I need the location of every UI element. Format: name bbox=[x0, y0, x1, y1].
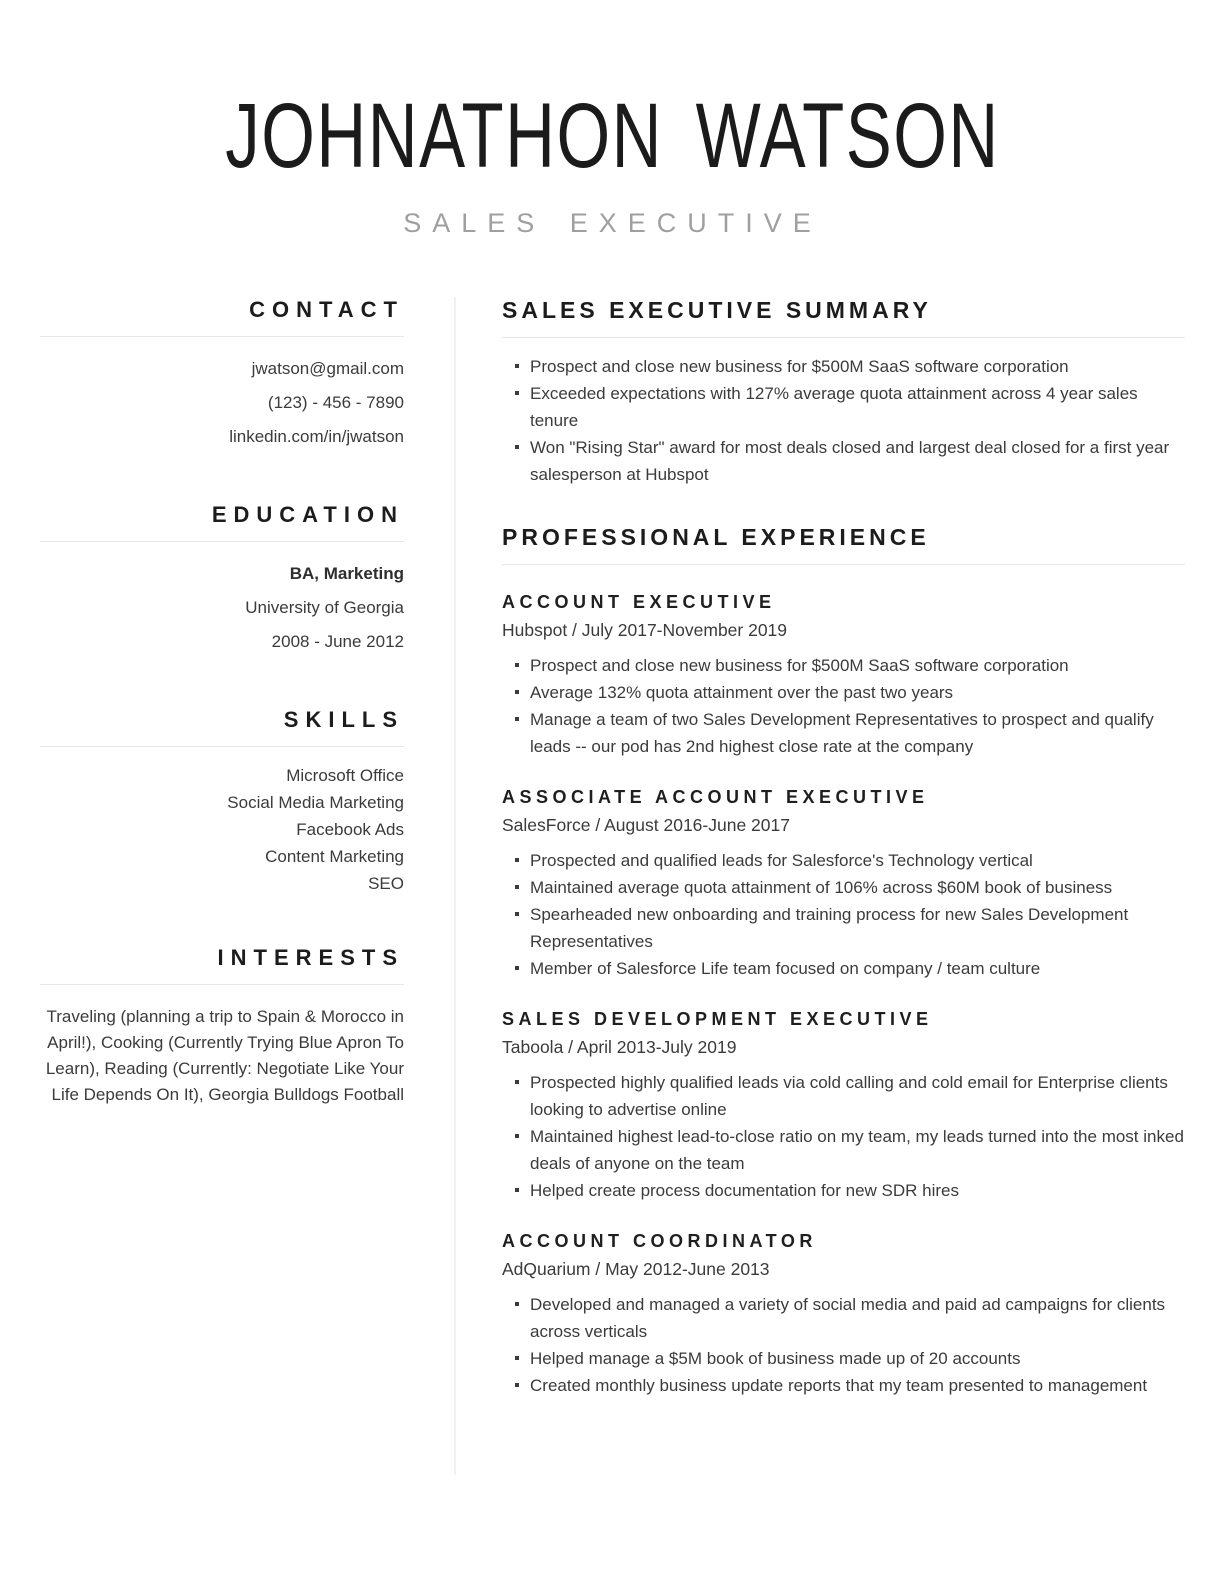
section-interests bbox=[40, 945, 404, 1108]
job-company-dates: AdQuarium / May 2012-June 2013 bbox=[502, 1259, 770, 1279]
resume-header bbox=[40, 0, 1185, 239]
resume-job-title: SALES EXECUTIVE bbox=[403, 208, 822, 238]
job-bullet-list bbox=[502, 1291, 1185, 1399]
bullet-item: Prospect and close new business for $500M SaaS software corporation bbox=[502, 652, 1185, 679]
skills-rule bbox=[40, 746, 404, 747]
bullet-item: Exceeded expectations with 127% average quota attainment across 4 year sales tenure bbox=[502, 380, 1185, 434]
skill-item: Content Marketing bbox=[265, 847, 404, 866]
bullet-item: Created monthly business update reports that my team presented to management bbox=[502, 1372, 1185, 1399]
job-bullet-list bbox=[502, 652, 1185, 760]
contact-linkedin: linkedin.com/in/jwatson bbox=[229, 427, 404, 446]
education-heading: EDUCATION bbox=[211, 502, 404, 527]
interests-heading: INTERESTS bbox=[217, 945, 404, 970]
job-entry bbox=[502, 592, 1185, 760]
bullet-item: Maintained average quota attainment of 106% across $60M book of business bbox=[502, 874, 1185, 901]
job-title: SALES DEVELOPMENT EXECUTIVE bbox=[502, 1009, 933, 1029]
bullet-item: Member of Salesforce Life team focused on company / team culture bbox=[502, 955, 1185, 982]
section-education bbox=[40, 502, 404, 659]
sidebar bbox=[40, 297, 456, 1475]
bullet-item: Won "Rising Star" award for most deals closed and largest deal closed for a first year salesperson at Hubspot bbox=[502, 434, 1185, 488]
bullet-item: Developed and managed a variety of social media and paid ad campaigns for clients across verticals bbox=[502, 1291, 1185, 1345]
interests-rule bbox=[40, 984, 404, 985]
interests-text: Traveling (planning a trip to Spain & Morocco in April!), Cooking (Currently Trying Blue Apron To Learn), Reading (Currently: Negotiate Like Your Life Depends On It), Georgia Bulldogs Football bbox=[45, 1007, 404, 1104]
education-dates: 2008 - June 2012 bbox=[271, 632, 404, 651]
resume-name: JOHNATHON WATSON bbox=[225, 85, 1000, 187]
contact-heading: CONTACT bbox=[249, 297, 404, 322]
bullet-item: Prospect and close new business for $500M SaaS software corporation bbox=[502, 353, 1185, 380]
experience-heading: PROFESSIONAL EXPERIENCE bbox=[502, 524, 930, 550]
job-bullet-list bbox=[502, 847, 1185, 982]
contact-email: jwatson@gmail.com bbox=[251, 359, 404, 378]
summary-heading: SALES EXECUTIVE SUMMARY bbox=[502, 297, 932, 323]
job-entry bbox=[502, 787, 1185, 982]
section-experience bbox=[502, 524, 1185, 1399]
section-contact bbox=[40, 297, 404, 454]
skill-item: Social Media Marketing bbox=[227, 793, 404, 812]
job-company-dates: SalesForce / August 2016-June 2017 bbox=[502, 815, 790, 835]
contact-phone: (123) - 456 - 7890 bbox=[267, 393, 404, 412]
summary-bullet-list bbox=[502, 353, 1185, 488]
job-company-dates: Taboola / April 2013-July 2019 bbox=[502, 1037, 737, 1057]
bullet-item: Average 132% quota attainment over the past two years bbox=[502, 679, 1185, 706]
job-title: ACCOUNT COORDINATOR bbox=[502, 1231, 817, 1251]
education-school: University of Georgia bbox=[245, 598, 404, 617]
main-column bbox=[456, 297, 1185, 1475]
skill-item: SEO bbox=[368, 874, 404, 893]
bullet-item: Manage a team of two Sales Development Representatives to prospect and qualify leads -- our pod has 2nd highest close rate at the company bbox=[502, 706, 1185, 760]
bullet-item: Helped manage a $5M book of business made up of 20 accounts bbox=[502, 1345, 1185, 1372]
skill-item: Facebook Ads bbox=[296, 820, 404, 839]
job-bullet-list bbox=[502, 1069, 1185, 1204]
education-degree: BA, Marketing bbox=[289, 564, 404, 583]
skill-item: Microsoft Office bbox=[286, 766, 404, 785]
job-title: ACCOUNT EXECUTIVE bbox=[502, 592, 776, 612]
education-rule bbox=[40, 541, 404, 542]
bullet-item: Maintained highest lead-to-close ratio on my team, my leads turned into the most inked deals of anyone on the team bbox=[502, 1123, 1185, 1177]
summary-rule bbox=[502, 337, 1185, 338]
job-company-dates: Hubspot / July 2017-November 2019 bbox=[502, 620, 788, 640]
bullet-item: Prospected and qualified leads for Salesforce's Technology vertical bbox=[502, 847, 1185, 874]
job-title: ASSOCIATE ACCOUNT EXECUTIVE bbox=[502, 787, 929, 807]
bullet-item: Spearheaded new onboarding and training process for new Sales Development Representatives bbox=[502, 901, 1185, 955]
skills-heading: SKILLS bbox=[283, 707, 404, 732]
contact-rule bbox=[40, 336, 404, 337]
resume-body bbox=[40, 297, 1185, 1475]
bullet-item: Helped create process documentation for new SDR hires bbox=[502, 1177, 1185, 1204]
job-entry bbox=[502, 1231, 1185, 1399]
experience-rule bbox=[502, 564, 1185, 565]
section-skills bbox=[40, 707, 404, 897]
job-entry bbox=[502, 1009, 1185, 1204]
section-summary bbox=[502, 297, 1185, 488]
bullet-item: Prospected highly qualified leads via cold calling and cold email for Enterprise clients looking to advertise online bbox=[502, 1069, 1185, 1123]
